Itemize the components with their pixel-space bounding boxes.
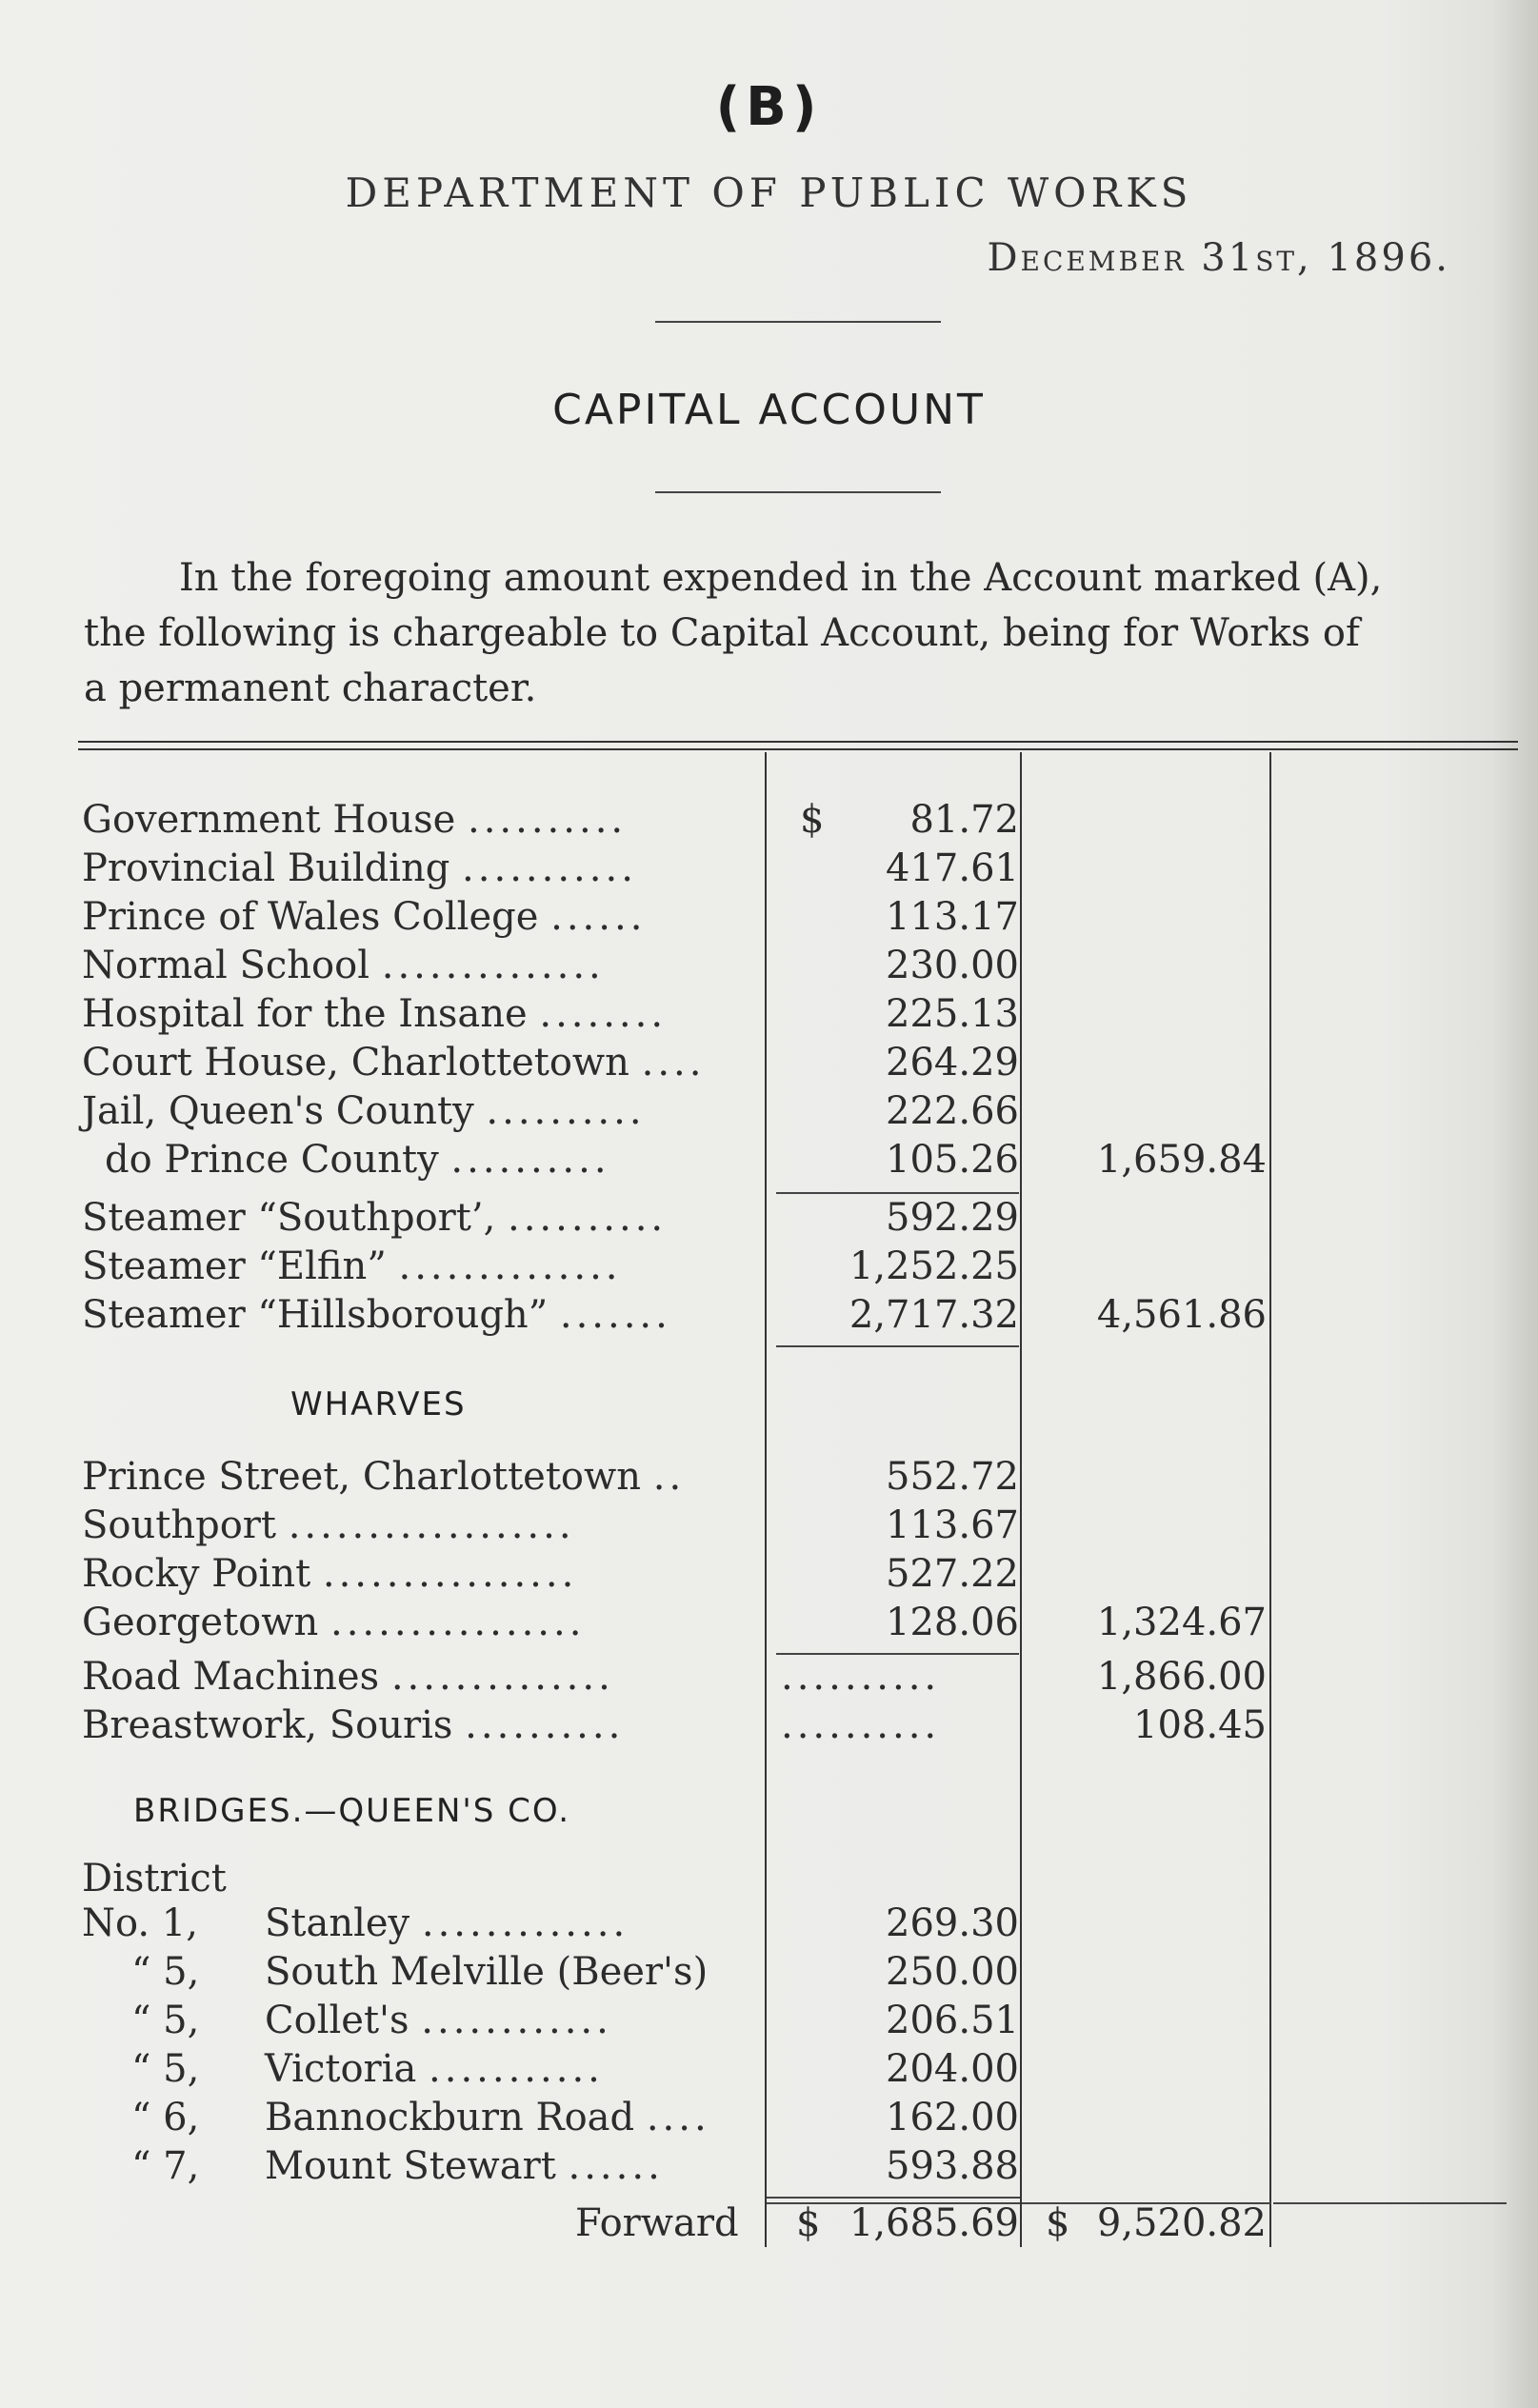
item-amount-placeholder: .......... — [781, 1655, 941, 1699]
department-title: DEPARTMENT OF PUBLIC WORKS — [345, 169, 1193, 216]
district-number: “ 5, — [131, 1999, 200, 2042]
title-rule-bottom — [655, 491, 941, 493]
subtotal-amount: 4,561.86 — [1096, 1293, 1267, 1337]
item-amount: 2,717.32 — [849, 1293, 1019, 1337]
bridge-label: South Melville (Beer's) — [265, 1950, 709, 1994]
bridge-amount: 269.30 — [886, 1901, 1019, 1945]
forward-rule — [767, 2197, 1020, 2199]
item-total: 108.45 — [1133, 1703, 1267, 1747]
table-rule-top-2 — [78, 748, 1518, 750]
bridge-amount: 204.00 — [886, 2047, 1019, 2091]
forward-label: Forward — [575, 2201, 739, 2245]
item-amount-placeholder: .......... — [781, 1703, 941, 1747]
district-label: District — [82, 1857, 227, 1901]
item-label: Breastwork, Souris .......... — [82, 1703, 625, 1747]
item-amount: 1,252.25 — [849, 1244, 1019, 1288]
item-amount: 222.66 — [886, 1089, 1019, 1133]
subtotal-rule — [776, 1192, 1019, 1194]
item-label: Government House .......... — [82, 798, 628, 842]
district-number: “ 6, — [131, 2096, 200, 2139]
item-label: Road Machines .............. — [82, 1655, 614, 1699]
table-rule-top — [78, 741, 1518, 743]
bridge-amount: 593.88 — [886, 2144, 1019, 2188]
intro-line-1: In the foregoing amount expended in the Account marked (A), — [179, 556, 1383, 600]
district-number: No. 1, — [82, 1901, 198, 1945]
item-label: do Prince County .......... — [105, 1138, 610, 1182]
subtotal-rule — [776, 1345, 1019, 1347]
bridge-amount: 162.00 — [886, 2096, 1019, 2139]
item-amount: 81.72 — [909, 798, 1019, 842]
page-title: CAPITAL ACCOUNT — [552, 386, 986, 434]
item-amount: 225.13 — [886, 992, 1019, 1036]
item-amount: 417.61 — [886, 846, 1019, 890]
forward-rule-4 — [1273, 2202, 1507, 2204]
wharf-label: Prince Street, Charlottetown .. — [82, 1455, 686, 1499]
district-number: “ 5, — [131, 1950, 200, 1994]
column-divider-2 — [1020, 752, 1022, 2247]
bridge-label: Mount Stewart ...... — [265, 2144, 664, 2188]
item-label: Steamer “Hillsborough” ....... — [82, 1293, 671, 1337]
item-label: Prince of Wales College ...... — [82, 895, 647, 939]
forward-currency-2: $ — [1046, 2201, 1070, 2245]
column-divider-3 — [1269, 752, 1271, 2247]
column-divider-1 — [765, 752, 767, 2247]
item-label: Jail, Queen's County .......... — [82, 1089, 646, 1133]
wharf-amount: 527.22 — [886, 1552, 1019, 1596]
item-label: Hospital for the Insane ........ — [82, 992, 668, 1036]
bridge-label: Stanley ............. — [265, 1901, 629, 1945]
bridge-label: Collet's ............ — [265, 1999, 612, 2042]
wharf-amount: 113.67 — [886, 1503, 1019, 1547]
item-total: 1,866.00 — [1096, 1655, 1267, 1699]
subtotal-amount: 1,324.67 — [1096, 1601, 1267, 1644]
wharf-label: Georgetown ................ — [82, 1601, 586, 1644]
intro-line-2: the following is chargeable to Capital Account, being for Works of — [84, 611, 1360, 655]
intro-line-3: a permanent character. — [84, 667, 537, 710]
bridge-label: Victoria ........... — [265, 2047, 604, 2091]
wharf-amount: 128.06 — [886, 1601, 1019, 1644]
section-heading-wharves: WHARVES — [290, 1385, 467, 1423]
bridge-label: Bannockburn Road .... — [265, 2096, 710, 2139]
bridge-amount: 250.00 — [886, 1950, 1019, 1994]
title-rule-top — [655, 321, 941, 323]
item-amount: 113.17 — [886, 895, 1019, 939]
item-amount: 230.00 — [886, 944, 1019, 987]
wharf-amount: 552.72 — [886, 1455, 1019, 1499]
forward-currency-1: $ — [796, 2201, 821, 2245]
subtotal-amount: 1,659.84 — [1096, 1138, 1267, 1182]
currency-symbol: $ — [800, 798, 825, 842]
section-marker: (B) — [715, 76, 823, 138]
item-amount: 105.26 — [886, 1138, 1019, 1182]
forward-amount: 1,685.69 — [849, 2201, 1019, 2245]
forward-total: 9,520.82 — [1096, 2201, 1267, 2245]
item-label: Normal School .............. — [82, 944, 605, 987]
item-label: Steamer “Southport’, .......... — [82, 1196, 668, 1240]
bridge-amount: 206.51 — [886, 1999, 1019, 2042]
intro-paragraph — [84, 550, 1512, 716]
wharf-label: Rocky Point ................ — [82, 1552, 578, 1596]
district-number: “ 7, — [131, 2144, 200, 2188]
item-amount: 264.29 — [886, 1041, 1019, 1085]
wharf-label: Southport .................. — [82, 1503, 575, 1547]
item-label: Court House, Charlottetown .... — [82, 1041, 706, 1085]
item-amount: 592.29 — [886, 1196, 1019, 1240]
section-heading-bridges: BRIDGES.—QUEEN'S CO. — [133, 1792, 571, 1830]
item-label: Steamer “Elfin” .............. — [82, 1244, 622, 1288]
document-date: December 31st, 1896. — [987, 236, 1450, 280]
district-number: “ 5, — [131, 2047, 200, 2091]
item-label: Provincial Building ........... — [82, 846, 637, 890]
